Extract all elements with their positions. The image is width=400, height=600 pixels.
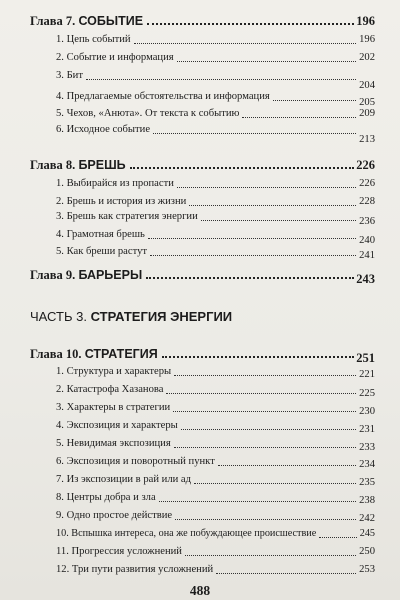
chapter-title: СОБЫТИЕ xyxy=(78,14,144,28)
chapter-label: Глава 7. xyxy=(30,14,76,28)
dot-leader xyxy=(175,519,356,520)
item-title: 5. Чехов, «Анюта». От текста к событию xyxy=(56,108,240,119)
dot-leader xyxy=(166,393,356,394)
chapter-7-item-6 xyxy=(30,124,375,145)
item-title: 1. Структура и характеры xyxy=(56,366,172,377)
dot-leader xyxy=(216,573,356,574)
item-title: 6. Экспозиция и поворотный пункт xyxy=(56,456,215,467)
item-page-number: 238 xyxy=(359,495,375,506)
dot-leader xyxy=(174,447,356,448)
item-title: 3. Характеры в стратегии xyxy=(56,402,171,413)
chapter-7-item-3 xyxy=(30,70,375,91)
chapter-8-item-2 xyxy=(30,196,375,208)
chapter-label: Глава 9. xyxy=(30,268,76,282)
chapter-10-item-12 xyxy=(30,564,375,576)
page-number: 488 xyxy=(189,583,211,598)
dot-leader xyxy=(86,79,356,80)
item-page-number: 226 xyxy=(359,178,375,189)
dot-leader xyxy=(173,411,356,412)
item-page-number: 245 xyxy=(359,528,375,539)
chapter-title: БРЕШЬ xyxy=(78,158,126,172)
chapter-10-item-9 xyxy=(30,510,375,522)
chapter-7-heading xyxy=(30,14,375,28)
item-page-number: 240 xyxy=(359,235,375,246)
chapter-7-item-1 xyxy=(30,34,375,46)
item-title: 9. Одно простое действие xyxy=(56,510,173,521)
item-title: 7. Из экспозиции в рай или ад xyxy=(56,474,192,485)
dot-leader xyxy=(162,356,355,358)
item-page-number: 225 xyxy=(359,388,375,399)
dot-leader xyxy=(174,375,356,376)
dot-leader xyxy=(146,277,354,279)
chapter-8-item-1 xyxy=(30,178,375,190)
chapter-10-item-3 xyxy=(30,402,375,417)
part-title: СТРАТЕГИЯ ЭНЕРГИИ xyxy=(90,309,233,324)
item-page-number: 196 xyxy=(359,34,375,45)
item-title: 4. Экспозиция и характеры xyxy=(56,420,178,431)
chapter-10-heading xyxy=(30,347,375,365)
chapter-title: БАРЬЕРЫ xyxy=(78,268,143,282)
item-title: 3. Бит xyxy=(56,70,83,81)
dot-leader xyxy=(159,501,356,502)
dot-leader xyxy=(181,429,356,430)
item-page-number: 231 xyxy=(359,424,375,435)
dot-leader xyxy=(177,61,356,62)
item-title: 10. Вспышка интереса, она же побуждающее происшествие xyxy=(56,528,317,539)
item-title: 4. Грамотная брешь xyxy=(56,229,145,240)
dot-leader xyxy=(177,187,356,188)
dot-leader xyxy=(150,255,356,256)
chapter-page-number: 196 xyxy=(356,14,375,28)
chapter-title: СТРАТЕГИЯ xyxy=(84,347,158,361)
chapter-7-item-4 xyxy=(30,91,375,108)
chapter-10-item-11 xyxy=(30,546,375,558)
part-heading xyxy=(30,310,232,324)
dot-leader xyxy=(130,167,355,169)
item-page-number: 234 xyxy=(359,459,375,470)
dot-leader xyxy=(185,555,356,556)
item-page-number: 205 xyxy=(359,97,375,108)
item-page-number: 242 xyxy=(359,513,375,524)
chapter-10-item-10 xyxy=(30,528,375,540)
dot-leader xyxy=(319,537,356,538)
item-title: 2. Катастрофа Хазанова xyxy=(56,384,164,395)
item-page-number: 250 xyxy=(359,546,375,557)
chapter-10-item-6 xyxy=(30,456,375,468)
item-title: 5. Невидимая экспозиция xyxy=(56,438,171,449)
item-page-number: 209 xyxy=(359,108,375,119)
chapter-10-item-7 xyxy=(30,474,375,486)
part-label: ЧАСТЬ 3. xyxy=(30,309,87,324)
item-page-number: 221 xyxy=(359,369,375,380)
dot-leader xyxy=(242,117,356,118)
item-page-number: 241 xyxy=(359,250,375,261)
chapter-7-item-2 xyxy=(30,52,375,64)
chapter-8-item-4 xyxy=(30,229,375,246)
item-page-number: 235 xyxy=(359,477,375,488)
item-page-number: 233 xyxy=(359,442,375,453)
dot-leader xyxy=(148,238,356,239)
chapter-8-item-3 xyxy=(30,211,375,227)
item-page-number: 253 xyxy=(359,564,375,575)
item-page-number: 202 xyxy=(359,52,375,63)
item-title: 1. Выбирайся из пропасти xyxy=(56,178,174,189)
item-page-number: 204 xyxy=(359,80,375,91)
dot-leader xyxy=(201,220,356,221)
item-title: 5. Как бреши растут xyxy=(56,246,147,257)
item-page-number: 230 xyxy=(359,406,375,417)
chapter-8-item-5 xyxy=(30,246,375,261)
chapter-label: Глава 8. xyxy=(30,158,76,172)
dot-leader xyxy=(218,465,356,466)
chapter-10-item-5 xyxy=(30,438,375,453)
item-title: 2. Брешь и история из жизни xyxy=(56,196,187,207)
chapter-9-heading xyxy=(30,268,375,286)
dot-leader xyxy=(134,43,357,44)
item-title: 8. Центры добра и зла xyxy=(56,492,156,503)
item-page-number: 228 xyxy=(359,196,375,207)
dot-leader xyxy=(189,205,356,206)
item-title: 3. Брешь как стратегия энергии xyxy=(56,211,198,222)
dot-leader xyxy=(273,100,356,101)
chapter-10-item-2 xyxy=(30,384,375,399)
chapter-label: Глава 10. xyxy=(30,347,82,361)
chapter-10-item-4 xyxy=(30,420,375,435)
chapter-10-item-1 xyxy=(30,366,375,378)
item-title: 6. Исходное событие xyxy=(56,124,151,135)
chapter-page-number: 243 xyxy=(356,272,375,286)
item-title: 4. Предлагаемые обстоятельства и информация xyxy=(56,91,270,102)
item-title: 12. Три пути развития усложнений xyxy=(56,564,214,575)
item-title: 11. Прогрессия усложнений xyxy=(56,546,182,557)
item-page-number: 213 xyxy=(359,134,375,145)
chapter-7-item-5 xyxy=(30,108,375,120)
item-page-number: 236 xyxy=(359,216,375,227)
item-title: 2. Событие и информация xyxy=(56,52,174,63)
chapter-page-number: 251 xyxy=(356,351,375,365)
item-title: 1. Цепь событий xyxy=(56,34,131,45)
chapter-page-number: 226 xyxy=(356,158,375,172)
dot-leader xyxy=(194,483,356,484)
dot-leader xyxy=(147,23,354,25)
chapter-8-heading xyxy=(30,158,375,172)
dot-leader xyxy=(153,133,356,134)
chapter-10-item-8 xyxy=(30,492,375,504)
